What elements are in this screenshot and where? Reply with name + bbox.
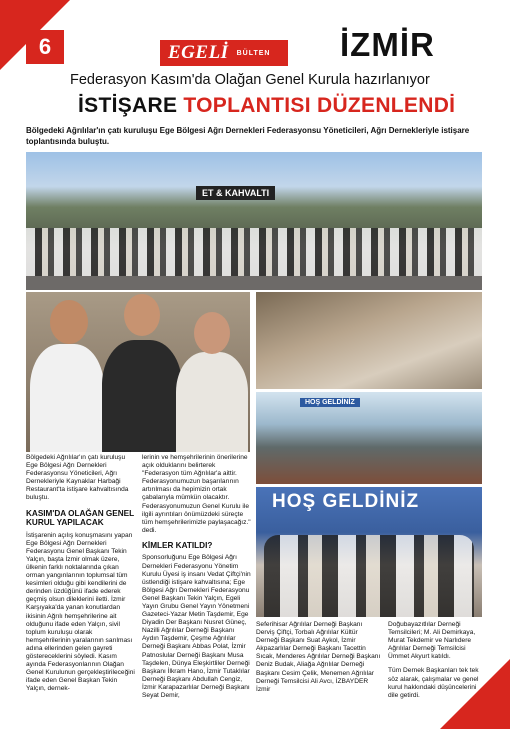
column-4-body: Doğubayazıtlılar Derneği Temsilcileri; M. Ali Demirkaya, Murat Tekdemir ve Narlıdere Ağrılılar Derneği Temsilcisi Ümmet Akyurt katıldı. [388, 621, 476, 661]
column-1-body: İstişarenin açılış konuşmasını yapan Ege Bölgesi Ağrı Dernekleri Federasyonu Genel Başkanı Tekin Yalçın, başta İzmir olmak üzere, ülkenin farklı noktalarında çıkan orman yangınlarının toplumsal tüm kesimleri olduğu gibi kendilerini de derinden üzdüğünü ifade ederek geçmiş olsun dileklerini iletti. İzmir Karşıyaka'da yanan konutlardan ikisinin Ağrılı hemşehrilerine ait olduğunu ifade eden Yalçın, sivil toplum kuruluşu olarak hemşehrilerinin yaralarının sarılması adına ellerinden gelen gayreti göstereceklerini söyledi. Kasım ayında Federasyonlarının Olağan Genel Kurulunun gerçekleştirileceğini ifade eden Genel Başkan Tekin Yalçın, dernek- [26, 531, 135, 693]
article-column-1 [26, 454, 136, 693]
article-column-3 [256, 621, 382, 694]
group2-people [264, 535, 474, 617]
welcome-banner-large: HOŞ GELDİNİZ [272, 491, 420, 512]
publication-logo [160, 40, 288, 66]
headline-dark-part: İSTİŞARE [78, 94, 178, 117]
article-column-2 [142, 454, 252, 700]
column-2-body-2: Sponsorluğunu Ege Bölgesi Ağrı Dernekleri Federasyonu Yönetim Kurulu Üyesi iş insanı Vedat Çiftçi'nin üstlendiği istişare kahvaltısına; Ege Bölgesi Ağrı Dernekleri Federasyonu Genel Başkanı Tekin Yalçın, Egeli Yayın Grubu Genel Yayın Yönetmeni Gazeteci-Yazar Metin Taşdemir, Ege Diyadin Der Başkanı Nusret Güneç, Nazilli Ağrılılar Derneği Başkanı Aydın Taşdemir, Çeşme Ağrılılar Derneği Başkanı Abbas Polat, İzmir Patnoslular Derneği Başkanı Musa Taşdelen, Dünya Eleşkirtliler Derneği Başkanı İlkram Hano, İzmir Tutaklılar Derneği Başkanı Abdullah Cengiz, İzmir Karapazarlılar Derneği Başkanı Seyat Demir, [142, 554, 251, 700]
table-photo-2 [256, 392, 482, 484]
article-lead: Bölgedeki Ağrılılar'ın çatı kuruluşu Ege Bölgesi Ağrı Dernekleri Federasyonsu Yöneticileri, Ağrı Dernekleriyle istişare toplantısında buluştu. [26, 126, 470, 146]
table-photo-1 [256, 292, 482, 389]
section-title-city: İZMİR [340, 26, 435, 63]
group-photo-restaurant [26, 152, 482, 290]
column-1-intro: Bölgedeki Ağrılılar'ın çatı kuruluşu Ege Bölgesi Ağrı Dernekleri Federasyonsu Yöneticileri, Ağrı Dernekleriyle Kaynaklar Harbaği Restaurant'ta istişare kahvaltısında buluştu. [26, 454, 129, 502]
subheading-attendees: KİMLER KATILDI? [142, 540, 213, 550]
article-headline [78, 94, 455, 118]
article-column-4 [388, 621, 482, 700]
person-middle-head [124, 294, 160, 336]
welcome-banner-small: HOŞ GELDİNİZ [300, 398, 360, 407]
headline-red-part: TOPLANTISI DÜZENLENDİ [183, 94, 456, 117]
person-middle [102, 340, 182, 452]
column-2-body: lerinin ve hemşehrilerinin önerilerine açık olduklarını belirterek "Federasyon tüm Ağrılılar'a aittir. Federasyonumuzun başarılarının artırılması da hepimizin ortak çabalarıyla mümkün olacaktır. Federasyonumuzun Genel Kurulu ile ilgili ayrıntıları önümüzdeki süreçte tüm hemşehrilerimizle paylaşacağız." dedi. [142, 454, 251, 534]
three-men-photo [26, 292, 250, 452]
page-number: 6 [26, 30, 64, 64]
person-right [176, 352, 248, 452]
subheading-general-assembly: KASIM'DA OLAĞAN GENEL KURUL YAPILACAK [26, 508, 134, 528]
person-right-head [194, 312, 230, 354]
person-left-head [50, 300, 88, 344]
article-kicker: Federasyon Kasım'da Olağan Genel Kurula hazırlanıyor [70, 72, 430, 88]
logo-sub-text: BÜLTEN [236, 49, 271, 57]
restaurant-sign: ET & KAHVALTI [196, 186, 275, 200]
column-3-body: Seferihisar Ağrılılar Derneği Başkanı Derviş Çiftçi, Torbalı Ağrılılar Kültür Derneği Başkanı Suat Aykol, İzmir Akpazarlılar Derneği Başkanı Tacettin Sıcak, Menderes Ağrılılar Derneği Başkanı Deniz Budak, Aliağa Ağrılılar Derneği Başkanı Cesim Çelik, Menemen Ağrılılar Derneği Temsilcisi Ali Avcı, İZBAYDER İzmir [256, 621, 381, 693]
column-4-body-2: Tüm Dernek Başkanları tek tek söz alarak, çalışmalar ve genel kurul hakkındaki düşüncelerini dile getirdi. [388, 667, 479, 699]
photo-ground [26, 276, 482, 290]
group-photo-2 [256, 487, 482, 617]
person-left [30, 344, 104, 452]
logo-main-text: EGELİ [168, 42, 229, 63]
